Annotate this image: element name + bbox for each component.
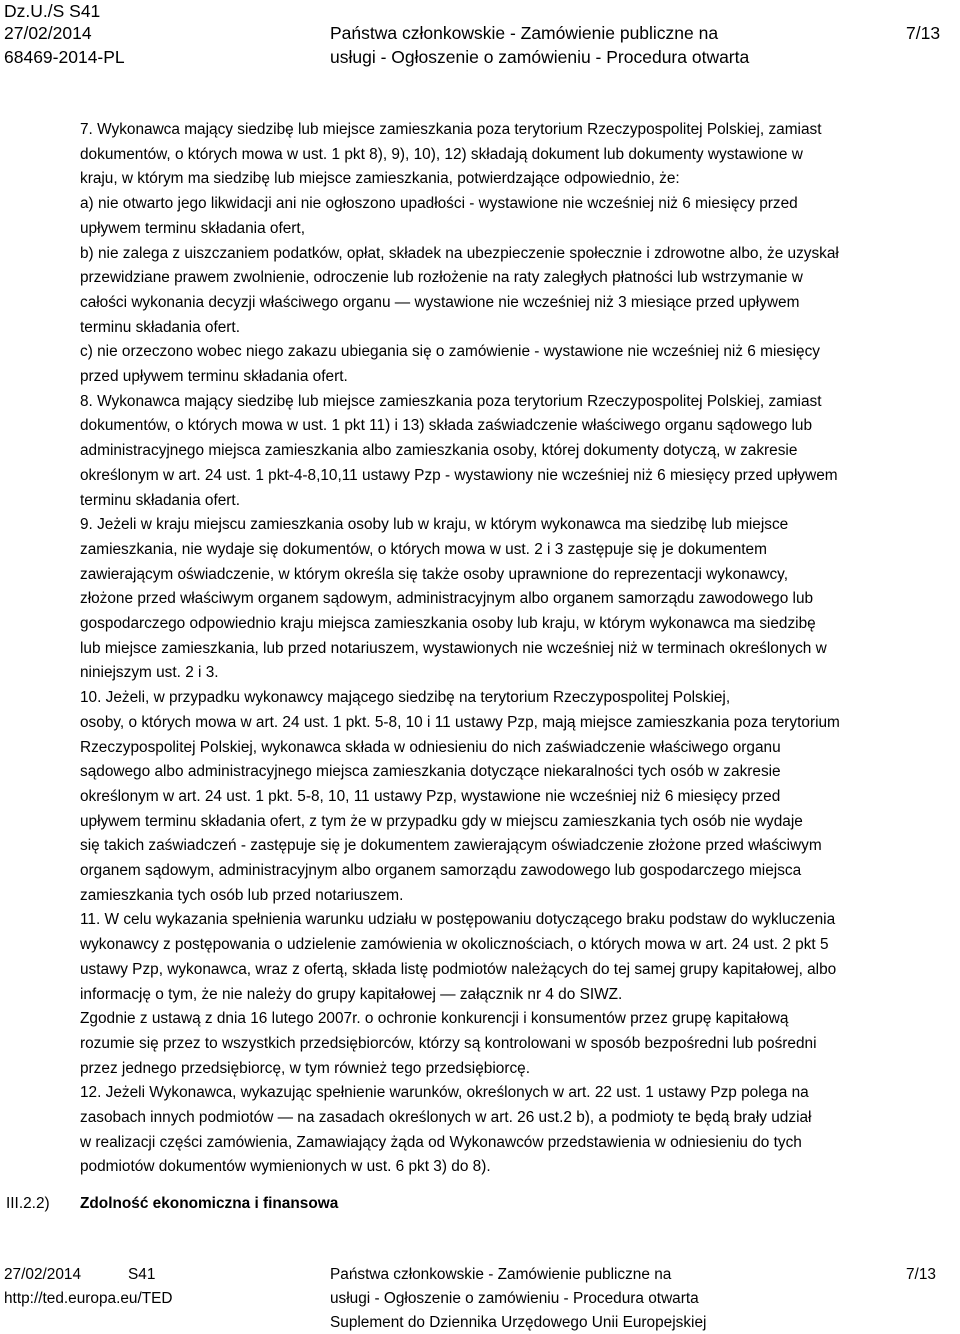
footer-series: S41 (128, 1266, 156, 1283)
body-line: gospodarczego odpowiednio kraju miejsca zamieszkania osoby lub kraju, w którym wykonawca ma siedzibę (80, 615, 816, 632)
section-title: Zdolność ekonomiczna i finansowa (80, 1195, 339, 1212)
body-line: informację o tym, że nie należy do grupy kapitałowej — załącznik nr 4 do SIWZ. (80, 985, 623, 1003)
body-line: niniejszym ust. 2 i 3. (80, 664, 219, 682)
body-line: 7. Wykonawca mający siedzibę lub miejsce zamieszkania poza terytorium Rzeczypospolitej Polskiej, zamiast (80, 121, 822, 138)
footer-title-line3: Suplement do Dziennika Urzędowego Unii Europejskiej (330, 1314, 707, 1331)
body-line: złożone przed właściwym organem sądowym, administracyjnym albo organem samorządu zawodowego lub (80, 590, 814, 608)
body-line: zawierającym oświadczenie, w którym określa się także osoby uprawnione do reprezentacji wykonawcy, (80, 565, 788, 583)
body-line: 9. Jeżeli w kraju miejscu zamieszkania osoby lub w kraju, w którym wykonawca ma siedzibę lub miejsce (80, 516, 789, 534)
footer-page-number: 7/13 (906, 1266, 936, 1283)
body-line: 8. Wykonawca mający siedzibę lub miejsce zamieszkania poza terytorium Rzeczypospolitej Polskiej, zamiast (80, 392, 822, 410)
body-line: 10. Jeżeli, w przypadku wykonawcy mającego siedzibę na terytorium Rzeczypospolitej Polskiej, (80, 689, 731, 707)
body-line: c) nie orzeczono wobec niego zakazu ubiegania się o zamówienie - wystawione nie wcześniej niż 6 miesięcy (80, 343, 820, 361)
body-line: osoby, o których mowa w art. 24 ust. 1 pkt. 5-8, 10 i 11 ustawy Pzp, mają miejsce zamieszkania poza terytorium (80, 713, 840, 731)
body-line: Rzeczypospolitej Polskiej, wykonawca składa w odniesieniu do nich zaświadczenie właściwego organu (80, 738, 781, 756)
body-line: terminu składania ofert. (80, 318, 240, 336)
body-line: upływem terminu składania ofert, (80, 219, 305, 237)
body-line: rozumie się przez to wszystkich przedsiębiorców, którzy są kontrolowani w sposób bezpośredni lub pośredni (80, 1034, 817, 1052)
body-line: całości wykonania decyzji właściwego organu — wystawione nie wcześniej niż 3 miesiące przed upływem (80, 293, 800, 311)
body-line: dokumentów, o których mowa w ust. 1 pkt 11) i 13) składa zaświadczenie właściwego organu sądowego lub (80, 417, 813, 435)
body-line: określonym w art. 24 ust. 1 pkt. 5-8, 10, 11 ustawy Pzp, wystawione nie wcześniej niż 6 miesięcy przed (80, 787, 781, 805)
header-title-line1: Państwa członkowskie - Zamówienie publiczne na (330, 23, 719, 43)
footer-title-line1: Państwa członkowskie - Zamówienie publiczne na (330, 1266, 672, 1283)
body-line: dokumentów, o których mowa w ust. 1 pkt 8), 9), 10), 12) składają dokument lub dokumenty wystawione w (80, 145, 803, 163)
body-line: się takich zaświadczeń - zastępuje się je dokumentem zawierającym oświadczenie złożone przed właściwym (80, 837, 822, 855)
body-line: 12. Jeżeli Wykonawca, wykazując spełnienie warunków, określonych w art. 22 ust. 1 ustawy Pzp polega na (80, 1084, 809, 1102)
body-line: b) nie zalega z uiszczaniem podatków, opłat, składek na ubezpieczenie społecznie i zdrowotne albo, że uzyskał (80, 244, 839, 262)
body-line: lub miejsce zamieszkania, lub przed notariuszem, wystawionych nie wcześniej niż w terminach określonych w (80, 639, 827, 657)
body-line: zamieszkania, nie wydaje się dokumentów, o których mowa w ust. 2 i 3 zastępuje się je dokumentem (80, 540, 767, 558)
body-line: wykonawcy z postępowania o udzielenie zamówienia w okolicznościach, o których mowa w art. 24 ust. 2 pkt 5 (80, 936, 829, 954)
footer-title-line2: usługi - Ogłoszenie o zamówieniu - Procedura otwarta (330, 1290, 699, 1307)
body-line: podmiotów dokumentów wymienionych w ust. 6 pkt 3) do 8). (80, 1158, 491, 1176)
body-line: określonym w art. 24 ust. 1 pkt-4-8,10,11 ustawy Pzp - wystawiony nie wcześniej niż 6 miesięcy przed upływem (80, 466, 838, 484)
body-line: zasobach innych podmiotów — na zasadach określonych w art. 26 ust.2 b), a podmioty te będą brały udział (80, 1109, 812, 1126)
header-title-line2: usługi - Ogłoszenie o zamówieniu - Procedura otwarta (330, 47, 750, 67)
journal-ref: Dz.U./S S41 (4, 1, 101, 21)
body-line: administracyjnego miejsca zamieszkania albo zamieszkania osoby, której dokumenty dotyczą, w zakresie (80, 442, 798, 460)
body-line: ustawy Pzp, wykonawca, wraz z ofertą, składa listę podmiotów należących do tej samej grupy kapitałowej, albo (80, 960, 837, 978)
body-line: zamieszkania tych osób lub przed notariuszem. (80, 886, 404, 904)
header-page-number: 7/13 (906, 23, 941, 43)
body-line: organem sądowym, administracyjnym albo organem samorządu zawodowego lub gospodarczego miejsca (80, 862, 802, 879)
notice-number: 68469-2014-PL (4, 47, 125, 67)
body-line: Zgodnie z ustawą z dnia 16 lutego 2007r. o ochronie konkurencji i konsumentów przez grupę kapitałową (80, 1010, 789, 1028)
section-number: III.2.2) (6, 1195, 50, 1212)
body-line: upływem terminu składania ofert, z tym że w przypadku gdy w miejscu zamieszkania tych osób nie wydaje (80, 812, 803, 830)
body-line: przed upływem terminu składania ofert. (80, 368, 348, 385)
body-line: w realizacji części zamówienia, Zamawiający żąda od Wykonawców przedstawienia w odniesieniu do tych (80, 1133, 802, 1151)
body-line: sądowego albo administracyjnego miejsca zamieszkania dotyczące niekaralności tych osób w zakresie (80, 763, 781, 781)
body-line: a) nie otwarto jego likwidacji ani nie ogłoszono upadłości - wystawione nie wcześniej niż 6 miesięcy przed (80, 195, 798, 213)
body-line: przewidziane prawem zwolnienie, odroczenie lub rozłożenie na raty zaległych płatności lub wstrzymanie w (80, 269, 803, 287)
footer-url[interactable]: http://ted.europa.eu/TED (4, 1290, 173, 1307)
footer-date: 27/02/2014 (4, 1266, 82, 1283)
body-line: 11. W celu wykazania spełnienia warunku udziału w postępowaniu dotyczącego braku podstaw do wykluczenia (80, 911, 836, 929)
body-line: terminu składania ofert. (80, 491, 240, 509)
header-date: 27/02/2014 (4, 23, 92, 43)
body-line: kraju, w którym ma siedzibę lub miejsce zamieszkania, potwierdzające odpowiednio, że: (80, 170, 680, 188)
body-line: przez jednego przedsiębiorcę, w tym również tego przedsiębiorcę. (80, 1059, 530, 1077)
